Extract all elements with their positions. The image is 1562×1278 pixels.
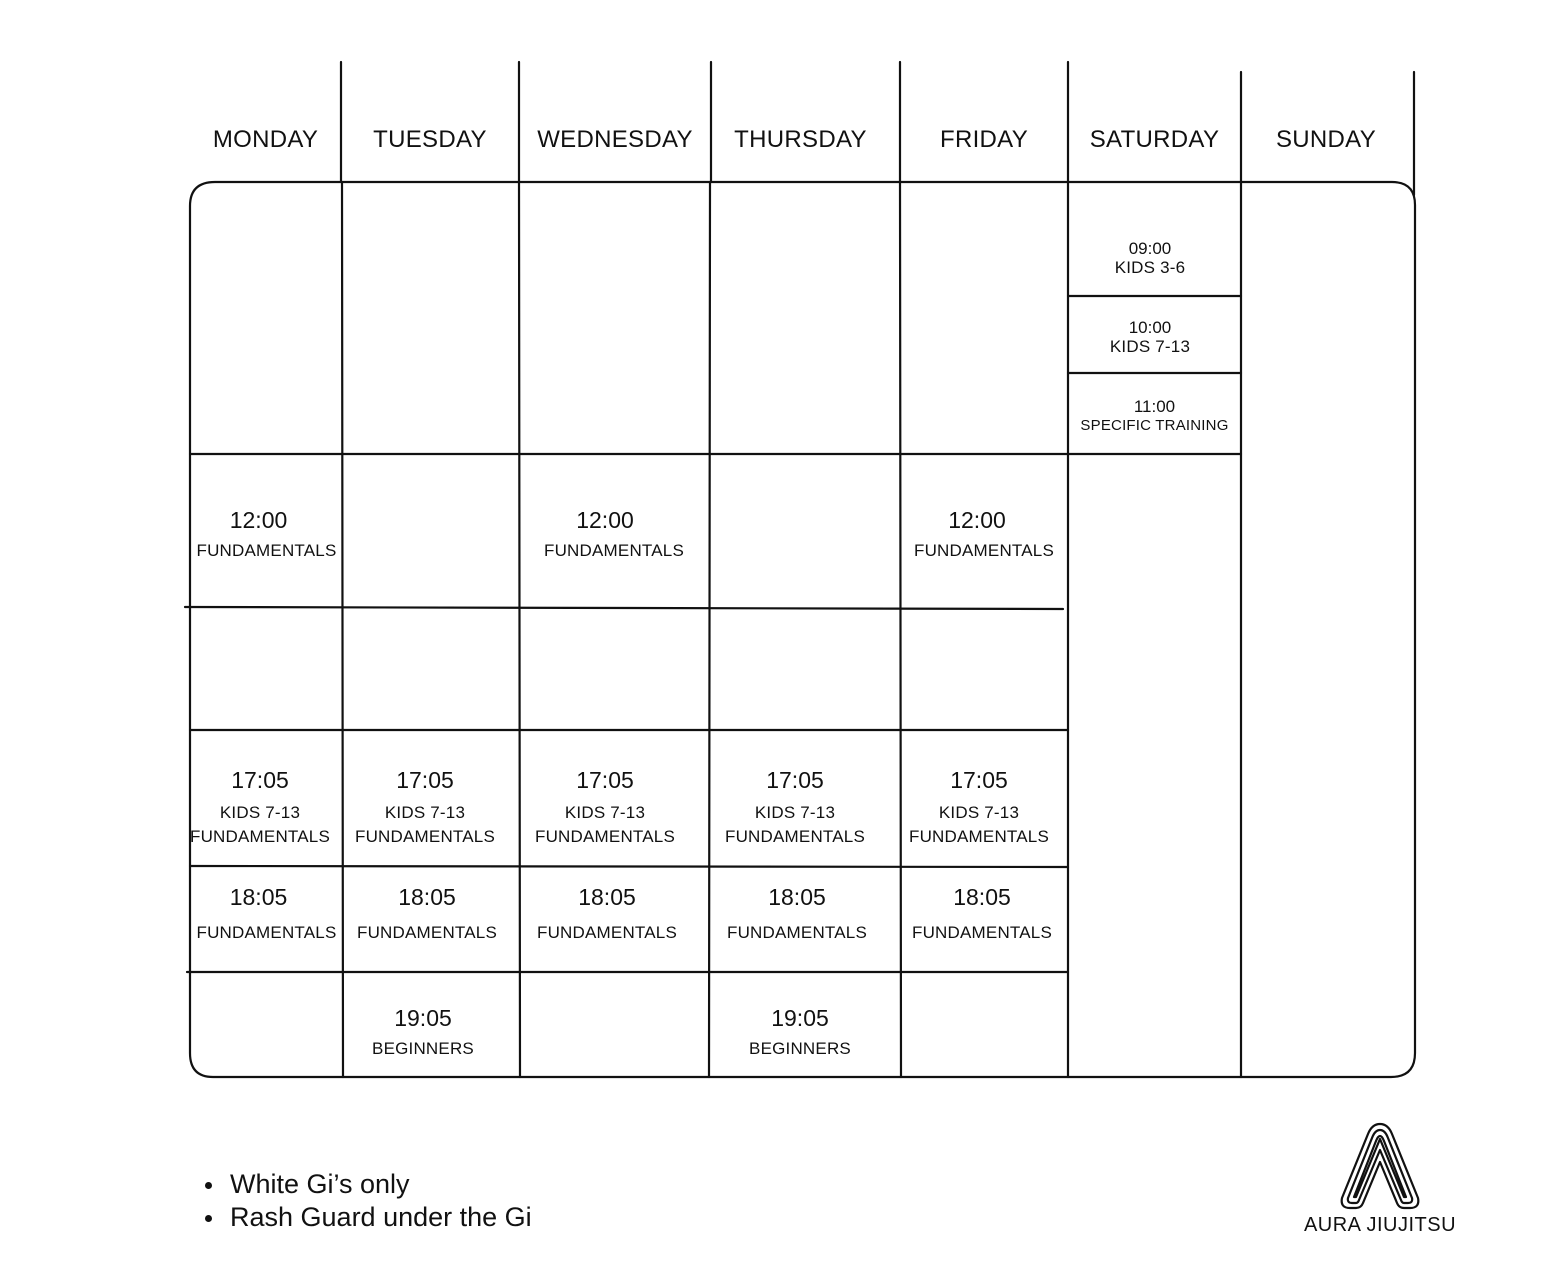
class-thursday-1805 bbox=[712, 884, 882, 943]
class-friday-1200 bbox=[900, 507, 1068, 561]
header-wednesday: WEDNESDAY bbox=[537, 126, 693, 153]
class-label: KIDS 7-13 bbox=[219, 803, 301, 822]
brand-name: AURA JIUJITSU bbox=[1303, 1214, 1457, 1236]
header-thursday: THURSDAY bbox=[734, 126, 867, 153]
class-time: 19:05 bbox=[771, 1005, 829, 1031]
class-label: FUNDAMENTALS bbox=[355, 827, 495, 846]
class-time: 11:00 bbox=[1133, 397, 1176, 416]
class-thursday-1905 bbox=[709, 1005, 891, 1059]
rule-item: White Gi’s only bbox=[205, 1168, 532, 1201]
class-label: FUNDAMENTALS bbox=[196, 923, 337, 942]
class-label: KIDS 7-13 bbox=[564, 803, 646, 822]
rules-list bbox=[205, 1168, 532, 1234]
class-thursday-1705 bbox=[710, 767, 880, 847]
class-time: 12:00 bbox=[948, 507, 1006, 533]
class-wednesday-1705 bbox=[520, 767, 690, 847]
class-time: 19:05 bbox=[394, 1005, 452, 1031]
class-monday-1805 bbox=[190, 884, 343, 943]
class-label: BEGINNERS bbox=[749, 1039, 851, 1058]
class-time: 10:00 bbox=[1128, 318, 1172, 337]
class-time: 17:05 bbox=[950, 767, 1008, 793]
class-time: 18:05 bbox=[398, 884, 456, 910]
header-monday: MONDAY bbox=[212, 126, 319, 153]
class-friday-1705 bbox=[901, 767, 1057, 847]
class-monday-1705 bbox=[186, 767, 334, 847]
class-friday-1805 bbox=[901, 884, 1063, 943]
class-time: 18:05 bbox=[578, 884, 636, 910]
class-time: 18:05 bbox=[953, 884, 1011, 910]
header-tuesday: TUESDAY bbox=[373, 126, 487, 153]
class-label: SPECIFIC TRAINING bbox=[1080, 417, 1229, 434]
class-label: FUNDAMENTALS bbox=[535, 827, 675, 846]
class-time: 18:05 bbox=[768, 884, 826, 910]
header-sunday: SUNDAY bbox=[1275, 126, 1377, 153]
class-time: 18:05 bbox=[229, 884, 288, 910]
rule-item: Rash Guard under the Gi bbox=[205, 1201, 532, 1234]
class-saturday-1000 bbox=[1068, 318, 1232, 356]
class-monday-1200 bbox=[190, 507, 343, 561]
class-label: KIDS 7-13 bbox=[938, 803, 1020, 822]
class-label: KIDS 7-13 bbox=[754, 803, 836, 822]
header-friday: FRIDAY bbox=[939, 126, 1029, 153]
class-label: KIDS 3-6 bbox=[1114, 258, 1186, 277]
class-time: 17:05 bbox=[766, 767, 824, 793]
class-time: 12:00 bbox=[576, 507, 634, 533]
class-label: FUNDAMENTALS bbox=[909, 827, 1049, 846]
class-tuesday-1905 bbox=[343, 1005, 503, 1059]
class-time: 17:05 bbox=[576, 767, 634, 793]
class-label: FUNDAMENTALS bbox=[725, 827, 865, 846]
class-tuesday-1705 bbox=[343, 767, 507, 847]
header-saturday: SATURDAY bbox=[1089, 126, 1220, 153]
class-time: 17:05 bbox=[396, 767, 454, 793]
class-saturday-1100 bbox=[1068, 397, 1241, 435]
class-label: FUNDAMENTALS bbox=[727, 923, 867, 942]
class-label: FUNDAMENTALS bbox=[190, 827, 330, 846]
class-label: KIDS 7-13 bbox=[384, 803, 466, 822]
class-time: 12:00 bbox=[229, 507, 288, 533]
class-label: KIDS 7-13 bbox=[1109, 337, 1191, 356]
aura-logo-icon bbox=[1338, 1120, 1422, 1212]
brand-logo bbox=[1296, 1120, 1464, 1240]
class-tuesday-1805 bbox=[343, 884, 511, 943]
class-saturday-0900 bbox=[1068, 239, 1232, 277]
class-time: 17:05 bbox=[231, 767, 289, 793]
class-label: FUNDAMENTALS bbox=[912, 923, 1052, 942]
class-label: BEGINNERS bbox=[372, 1039, 474, 1058]
class-wednesday-1200 bbox=[519, 507, 709, 561]
class-label: FUNDAMENTALS bbox=[537, 923, 677, 942]
class-wednesday-1805 bbox=[520, 884, 694, 943]
class-label: FUNDAMENTALS bbox=[914, 541, 1054, 560]
class-label: FUNDAMENTALS bbox=[196, 541, 337, 560]
class-time: 09:00 bbox=[1128, 239, 1172, 258]
class-label: FUNDAMENTALS bbox=[544, 541, 684, 560]
class-label: FUNDAMENTALS bbox=[357, 923, 497, 942]
